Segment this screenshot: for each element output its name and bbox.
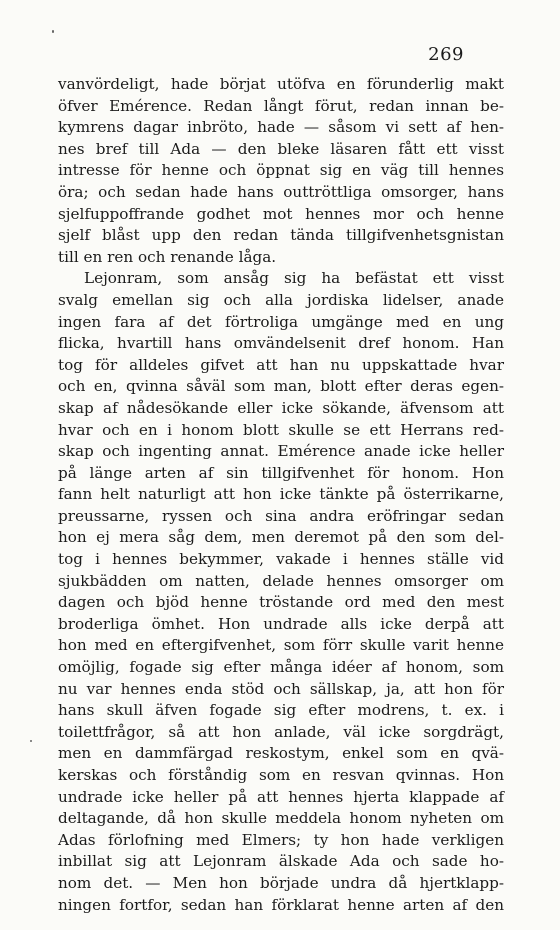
text-line: öfver Emérence. Redan långt förut, redan innan be- xyxy=(58,96,504,115)
text-line: hon ej mera såg dem, men deremot på den som del- xyxy=(58,528,504,547)
text-line: kymrens dagar inbröto, hade — såsom vi sett af hen- xyxy=(58,118,504,137)
print-speck xyxy=(52,30,54,33)
text-line: undrade icke heller på att hennes hjerta klappade af xyxy=(58,787,504,806)
text-line: nu var hennes enda stöd och sällskap, ja, att hon för xyxy=(58,679,504,698)
paragraph-start-line: Lejonram, som ansåg sig ha befästat ett visst xyxy=(84,269,504,288)
text-line: omöjlig, fogade sig efter många idéer af honom, som xyxy=(58,658,504,677)
text-line: tog för alldeles gifvet att han nu uppskattade hvar xyxy=(58,355,504,374)
paragraph-end-line: till en ren och renande låga. xyxy=(58,247,277,266)
text-line: men en dammfärgad reskostym, enkel som en qvä- xyxy=(58,744,504,763)
text-line: dagen och bjöd henne tröstande ord med den mest xyxy=(58,593,504,612)
text-line: fann helt naturligt att hon icke tänkte på österrikarne, xyxy=(58,485,504,504)
text-line: och en, qvinna såväl som man, blott efter deras egen- xyxy=(58,377,504,396)
text-line: nom det. — Men hon började undra då hjertklapp- xyxy=(58,873,504,892)
text-line: flicka, hvartill hans omvändelsenit dref honom. Han xyxy=(58,334,504,353)
text-line: preussarne, ryssen och sina andra eröfringar sedan xyxy=(58,506,504,525)
print-speck xyxy=(30,740,32,742)
text-line: Adas förlofning med Elmers; ty hon hade verkligen xyxy=(58,830,504,849)
text-line: toilettfrågor, så att hon anlade, väl icke sorgdrägt, xyxy=(58,722,504,741)
text-line: hon med en eftergifvenhet, som förr skulle varit henne xyxy=(58,636,504,655)
text-line: hvar och en i honom blott skulle se ett Herrans red- xyxy=(58,420,504,439)
text-line: nes bref till Ada — den bleke läsaren fått ett visst xyxy=(58,139,504,158)
text-line: ningen fortfor, sedan han förklarat henne arten af den xyxy=(58,895,504,914)
text-line: deltagande, då hon skulle meddela honom nyheten om xyxy=(58,809,504,828)
text-line: ingen fara af det förtroliga umgänge med en ung xyxy=(58,312,504,331)
text-line: broderliga ömhet. Hon undrade alls icke derpå att xyxy=(58,614,504,633)
text-line: hans skull äfven fogade sig efter modrens, t. ex. i xyxy=(58,701,504,720)
text-line: vanvördeligt, hade börjat utöfva en förunderlig makt xyxy=(58,75,504,93)
text-line: inbillat sig att Lejonram älskade Ada och sade ho- xyxy=(58,852,504,871)
text-line: intresse för henne och öppnat sig en väg till hennes xyxy=(58,161,504,180)
text-line: sjukbädden om natten, delade hennes omsorger om xyxy=(58,571,504,590)
text-line: sjelfuppoffrande godhet mot hennes mor och henne xyxy=(58,204,504,223)
text-line: kerskas och förståndig som en resvan qvinnas. Hon xyxy=(58,766,504,784)
body-text xyxy=(58,74,504,916)
text-line: svalg emellan sig och alla jordiska lidelser, anade xyxy=(58,290,504,309)
text-line: skap och ingenting annat. Emérence anade icke heller xyxy=(58,442,504,461)
text-line: tog i hennes bekymmer, vakade i hennes ställe vid xyxy=(58,550,504,569)
page-number: 269 xyxy=(428,44,464,65)
text-line: sjelf blåst upp den redan tända tillgifvenhetsgnistan xyxy=(58,226,504,245)
text-line: skap af nådesökande eller icke sökande, äfvensom att xyxy=(58,398,504,417)
text-line: på länge arten af sin tillgifvenhet för honom. Hon xyxy=(58,463,504,482)
text-line: öra; och sedan hade hans outtröttliga omsorger, hans xyxy=(58,182,504,201)
